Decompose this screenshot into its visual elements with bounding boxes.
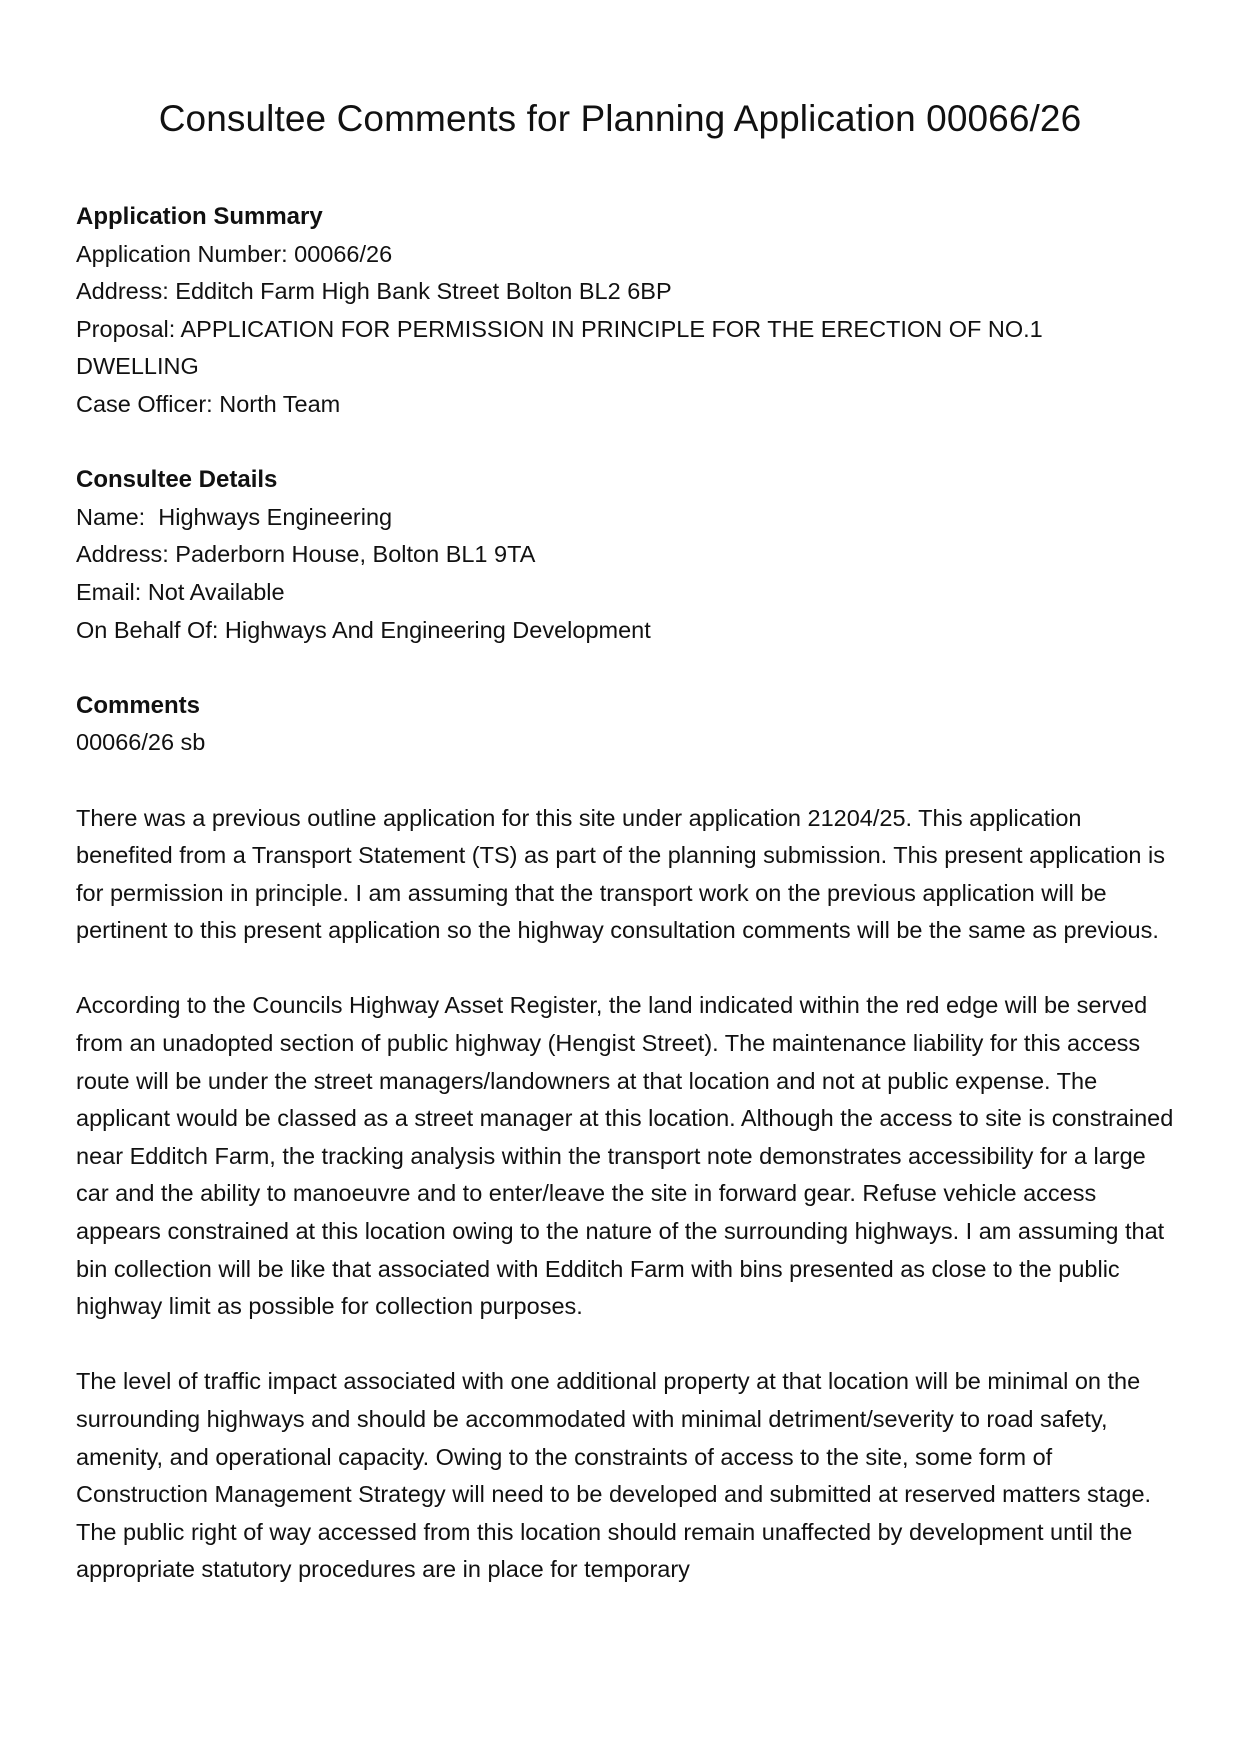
consultee-on-behalf-of: On Behalf Of: Highways And Engineering Development <box>76 616 651 643</box>
comments-reference: 00066/26 sb <box>76 729 206 756</box>
comment-paragraph-2: According to the Councils Highway Asset Register, the land indicated within the red edge will be served from an unadopted section of public highway (Hengist Street). The maintenance liability for this access route will be under the street managers/landowners at that location and not at public expense. The applicant would be classed as a street manager at this location. Although the access to site is constrained near Edditch Farm, the tracking analysis within the transport note demonstrates accessibility for a large car and the ability to manoeuvre and to enter/leave the site in forward gear. Refuse vehicle access appears constrained at this location owing to the nature of the surrounding highways. I am assuming that bin collection will be like that associated with Edditch Farm with bins presented as close to the public highway limit as possible for collection purposes. <box>76 992 1180 1320</box>
consultee-name: Name: Highways Engineering <box>76 503 393 530</box>
consultee-address: Address: Paderborn House, Bolton BL1 9TA <box>76 541 536 568</box>
application-number: Application Number: 00066/26 <box>76 240 393 267</box>
case-officer: Case Officer: North Team <box>76 390 341 417</box>
application-summary-heading: Application Summary <box>76 203 323 230</box>
document-body <box>76 198 1180 1627</box>
comments-section <box>76 687 1180 1589</box>
consultee-details-section <box>76 461 1176 649</box>
application-summary-section <box>76 198 1176 424</box>
comments-heading: Comments <box>76 691 201 719</box>
comment-paragraph-3: The level of traffic impact associated with one additional property at that location will be minimal on the surrounding highways and should be accommodated with minimal detriment/severity to road safety, amenity, and operational capacity. Owing to the constraints of access to the site, some form of Construction Management Strategy will need to be developed and submitted at reserved matters stage. The public right of way accessed from this location should remain unaffected by development until the appropriate statutory procedures are in place for temporary <box>76 1368 1158 1583</box>
consultee-details-heading: Consultee Details <box>76 466 278 494</box>
comment-paragraph-1: There was a previous outline application for this site under application 21204/25. This application benefited from a Transport Statement (TS) as part of the planning submission. This present application is for permission in principle. I am assuming that the transport work on the previous application will be pertinent to this present application so the highway consultation comments will be the same as previous. <box>76 804 1172 944</box>
proposal-line-2: DWELLING <box>76 353 199 380</box>
consultee-email: Email: Not Available <box>76 578 285 605</box>
application-address: Address: Edditch Farm High Bank Street Bolton BL2 6BP <box>76 278 672 305</box>
proposal-line-1: Proposal: APPLICATION FOR PERMISSION IN PRINCIPLE FOR THE ERECTION OF NO.1 <box>76 315 1043 342</box>
page-title: Consultee Comments for Planning Application 00066/26 <box>158 98 1082 139</box>
